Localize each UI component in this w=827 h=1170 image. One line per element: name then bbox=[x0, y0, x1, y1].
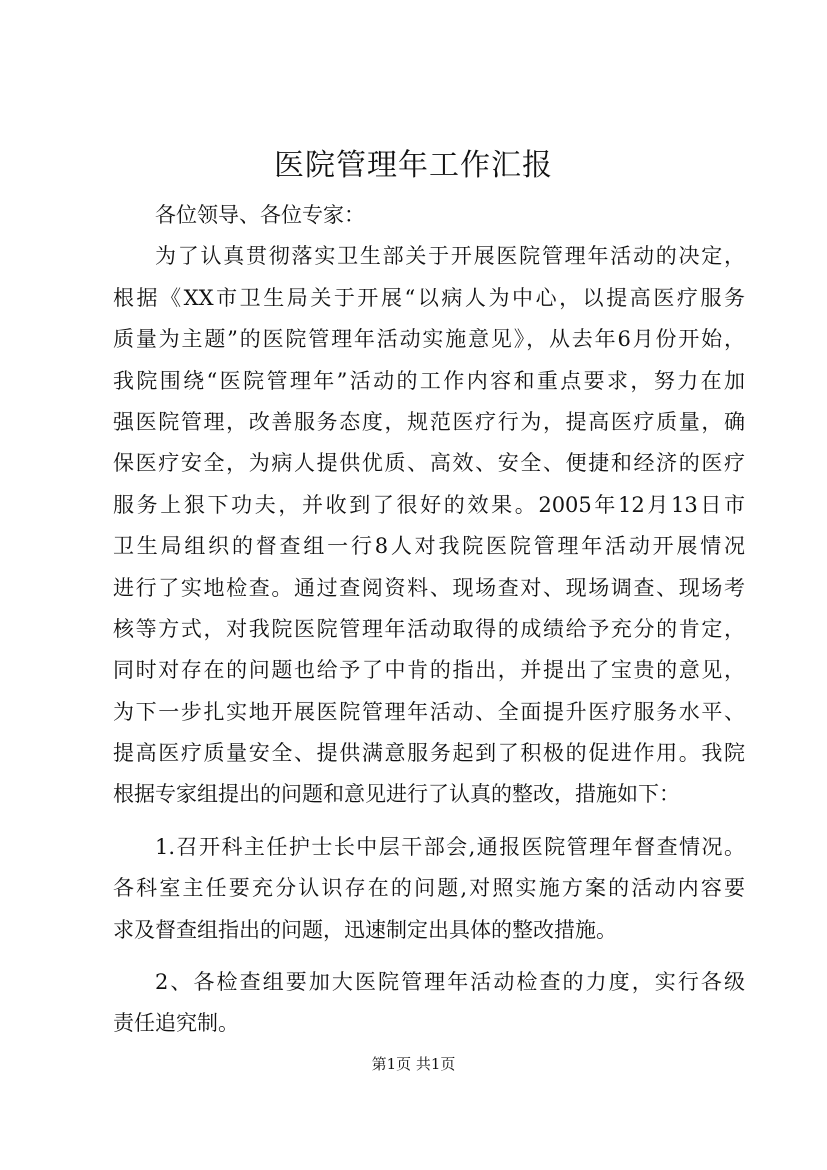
paragraph-line: 强医院管理，改善服务态度，规范医疗行为，提高医疗质量，确 bbox=[113, 409, 745, 434]
document-title: 医院管理年工作汇报 bbox=[274, 148, 553, 183]
paragraph-line: 核等方式，对我院医院管理年活动取得的成绩给予充分的肯定， bbox=[113, 616, 745, 641]
paragraph-line: 求及督查组指出的问题，迅速制定出具体的整改措施。 bbox=[113, 917, 617, 942]
paragraph-line: 根据专家组提出的问题和意见进行了认真的整改，措施如下： bbox=[113, 782, 680, 807]
paragraph-line: 1.召开科主任护士长中层干部会,通报医院管理年督查情况。 bbox=[155, 834, 745, 859]
paragraph-gap bbox=[113, 816, 745, 827]
paragraph-line: 责任追究制。 bbox=[113, 1011, 239, 1036]
paragraph-gap bbox=[113, 951, 745, 962]
salutation-line: 各位领导、各位专家： bbox=[155, 203, 365, 227]
paragraph-line: 提高医疗质量安全、提供满意服务起到了积极的促进作用。我院 bbox=[113, 741, 745, 766]
paragraph-line: 我院围绕“医院管理年”活动的工作内容和重点要求，努力在加 bbox=[113, 368, 745, 393]
paragraph-line: 各科室主任要充分认识存在的问题,对照实施方案的活动内容要 bbox=[113, 876, 745, 901]
paragraph-line: 2、各检查组要加大医院管理年活动检查的力度，实行各级 bbox=[155, 970, 745, 995]
paragraph-line: 为下一步扎实地开展医院管理年活动、全面提升医疗服务水平、 bbox=[113, 699, 745, 724]
paragraph-line: 卫生局组织的督查组一行8人对我院医院管理年活动开展情况 bbox=[113, 534, 745, 559]
paragraph-line: 为了认真贯彻落实卫生部关于开展医院管理年活动的决定， bbox=[155, 244, 745, 269]
paragraph-line: 进行了实地检查。通过查阅资料、现场查对、现场调查、现场考 bbox=[113, 575, 745, 600]
paragraph-line: 同时对存在的问题也给予了中肯的指出，并提出了宝贵的意见， bbox=[113, 658, 745, 683]
paragraph-line: 质量为主题”的医院管理年活动实施意见》，从去年6月份开始， bbox=[113, 327, 745, 352]
paragraph-line: 保医疗安全，为病人提供优质、高效、安全、便捷和经济的医疗 bbox=[113, 451, 745, 476]
page-footer: 第1页 共1页 bbox=[371, 1055, 456, 1073]
paragraph-line: 服务上狠下功夫，并收到了很好的效果。2005年12月13日市 bbox=[113, 492, 745, 517]
document-body bbox=[113, 195, 745, 1045]
paragraph-line: 根据《XX市卫生局关于开展“以病人为中心，以提高医疗服务 bbox=[113, 285, 745, 310]
